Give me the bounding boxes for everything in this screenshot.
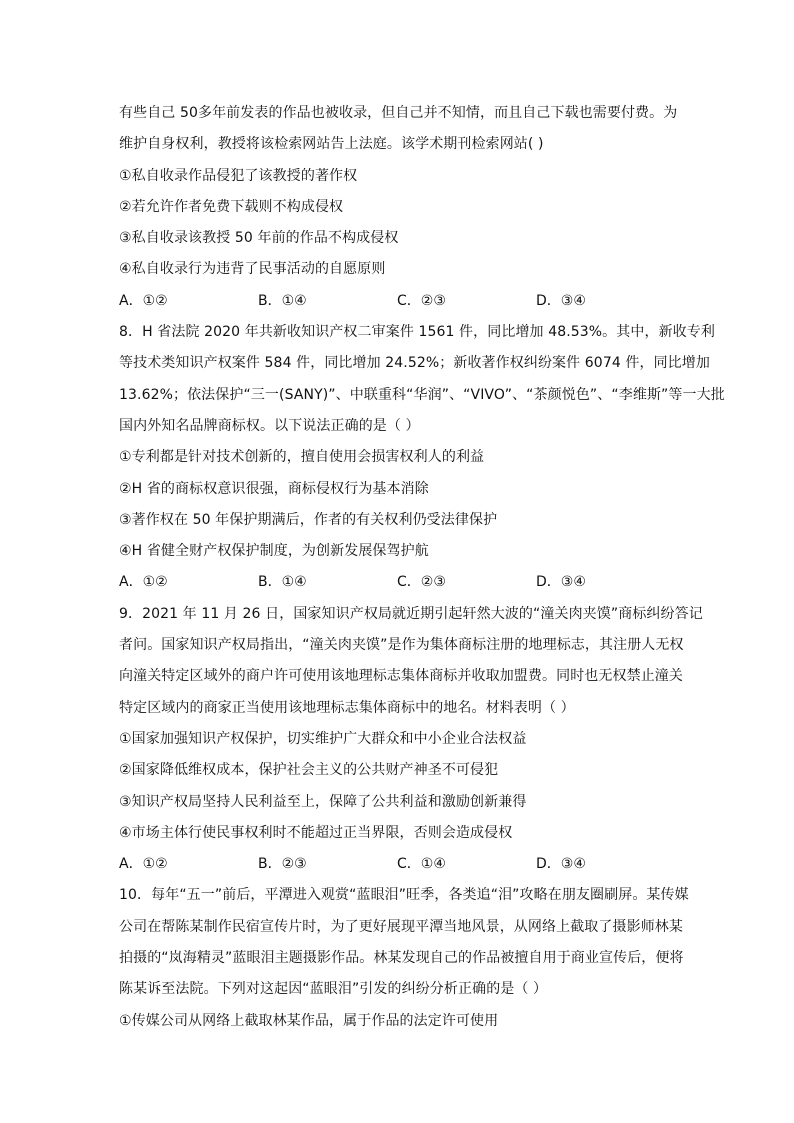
- statement-2: ②H 省的商标权意识很强，商标侵权行为基本消除: [119, 480, 429, 497]
- question-stem-line: 维护自身权利，教授将该检索网站告上法庭。该学术期刊检索网站( ): [119, 136, 544, 153]
- statement-3: ③私自收录该教授 50 年前的作品不构成侵权: [119, 230, 399, 247]
- question-10: [119, 880, 689, 1036]
- choice-b: B．②③: [258, 856, 307, 873]
- question-stem-line: 8．H 省法院 2020 年共新收知识产权二审案件 1561 件，同比增加 48.53%。其中，新收专利: [119, 324, 715, 341]
- question-stem-line: 等技术类知识产权案件 584 件，同比增加 24.52%；新收著作权纠纷案件 6074 件，同比增加: [119, 355, 710, 372]
- statement-4: ④H 省健全财产权保护制度，为创新发展保驾护航: [119, 543, 429, 560]
- exam-page: [119, 98, 725, 1037]
- statement-1: ①传媒公司从网络上截取林某作品，属于作品的法定许可使用: [119, 1012, 499, 1029]
- statement-4: ④私自收录行为违背了民事活动的自愿原则: [119, 261, 386, 278]
- statement-3: ③著作权在 50 年保护期满后，作者的有关权利仍受法律保护: [119, 511, 498, 528]
- answer-choices: [119, 849, 679, 880]
- statement-2: ②若允许作者免费下载则不构成侵权: [119, 198, 344, 215]
- question-stem-line: 陈某诉至法院。下列对这起因“蓝眼泪”引发的纠纷分析正确的是（ ）: [119, 981, 548, 998]
- choice-c: C．②③: [397, 292, 446, 309]
- question-stem-line: 国内外知名品牌商标权。以下说法正确的是（ ）: [119, 417, 420, 434]
- statement-1: ①专利都是针对技术创新的，擅自使用会损害权利人的利益: [119, 449, 485, 466]
- choice-d: D．③④: [536, 574, 586, 591]
- choice-b: B．①④: [258, 574, 307, 591]
- choice-b: B．①④: [258, 292, 307, 309]
- question-stem-line: 向潼关特定区域外的商户许可使用该地理标志集体商标并收取加盟费。同时也无权禁止潼关: [119, 668, 683, 685]
- question-stem-line: 者问。国家知识产权局指出，“潼关肉夹馍”是作为集体商标注册的地理标志，其注册人无权: [119, 637, 684, 654]
- question-stem-line: 13.62%；依法保护“三一(SANY)”、中联重科“华润”、“VIVO”、“茶颜悦色”、“李维斯”等一大批: [119, 386, 725, 403]
- question-stem-line: 9．2021 年 11 月 26 日，国家知识产权局就近期引起轩然大波的“潼关肉夹馍”商标纠纷答记: [119, 605, 703, 622]
- choice-d: D．③④: [536, 292, 586, 309]
- question-stem-line: 公司在帮陈某制作民宿宣传片时，为了更好展现平潭当地风景，从网络上截取了摄影师林某: [119, 918, 683, 935]
- answer-choices: [119, 567, 679, 598]
- question-7: [119, 98, 679, 317]
- question-8: [119, 317, 725, 599]
- choice-a: A．①②: [119, 574, 168, 591]
- question-stem-line: 有些自己 50多年前发表的作品也被收录，但自己并不知情，而且自己下载也需要付费。为: [119, 105, 678, 121]
- question-9: [119, 599, 703, 881]
- choice-c: C．②③: [397, 574, 446, 591]
- statement-3: ③知识产权局坚持人民利益至上，保障了公共利益和激励创新兼得: [119, 793, 527, 810]
- question-stem-line: 拍摄的“岚海精灵”蓝眼泪主题摄影作品。林某发现自己的作品被擅自用于商业宣传后，便将: [119, 950, 684, 967]
- question-stem-line: 10．每年“五一”前后，平潭进入观赏“蓝眼泪”旺季，各类追“泪”攻略在朋友圈刷屏。某传媒: [119, 887, 689, 904]
- choice-a: A．①②: [119, 292, 168, 309]
- choice-c: C．①④: [397, 856, 446, 873]
- question-stem-line: 特定区域内的商家正当使用该地理标志集体商标中的地名。材料表明（ ）: [119, 699, 575, 716]
- statement-2: ②国家降低维权成本，保护社会主义的公共财产神圣不可侵犯: [119, 762, 499, 779]
- statement-4: ④市场主体行使民事权利时不能超过正当界限，否则会造成侵权: [119, 824, 513, 841]
- statement-1: ①私自收录作品侵犯了该教授的著作权: [119, 167, 358, 184]
- answer-choices: [119, 286, 679, 317]
- choice-a: A．①②: [119, 856, 168, 873]
- statement-1: ①国家加强知识产权保护，切实维护广大群众和中小企业合法权益: [119, 730, 527, 747]
- choice-d: D．③④: [536, 856, 586, 873]
